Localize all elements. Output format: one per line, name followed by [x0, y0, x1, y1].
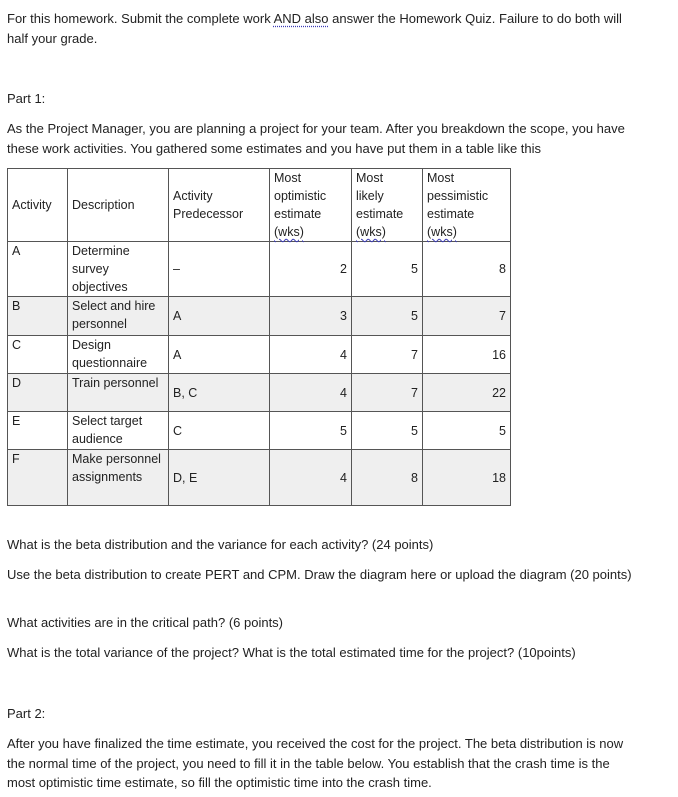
cell-predecessor: B, C [169, 374, 270, 412]
cell-activity: D [8, 374, 68, 412]
header-predecessor-line1: Activity [173, 189, 213, 203]
cell-activity: B [8, 297, 68, 336]
header-activity: Activity [8, 169, 68, 242]
cell-optimistic: 4 [270, 374, 352, 412]
table-row [8, 242, 511, 297]
cell-optimistic: 4 [270, 450, 352, 506]
cell-predecessor: C [169, 412, 270, 450]
estimates-table [7, 168, 511, 506]
cell-optimistic: 2 [270, 242, 352, 297]
header-predecessor [169, 169, 270, 242]
table-row [8, 374, 511, 412]
header-likely-unit: (wks) [356, 225, 386, 239]
cell-description: Select target audience [68, 412, 169, 450]
intro-paragraph [7, 9, 638, 48]
cell-activity: E [8, 412, 68, 450]
question-4: What is the total variance of the project? What is the total estimated time for the project? (10points) [7, 645, 576, 660]
cell-activity: A [8, 242, 68, 297]
cell-likely: 7 [352, 374, 423, 412]
intro-text-before: For this homework. Submit the complete work [7, 11, 274, 26]
header-optimistic-line2: optimistic [274, 189, 327, 203]
cell-likely: 5 [352, 412, 423, 450]
header-pessimistic-line2: pessimistic [427, 189, 489, 203]
header-likely-line2: likely [356, 189, 384, 203]
part1-paragraph: As the Project Manager, you are planning a project for your team. After you breakdown the scope, you have these work activities. You gathered some estimates and you have put them in a table like this [7, 121, 625, 156]
cell-pessimistic: 16 [423, 336, 511, 374]
cell-predecessor: A [169, 336, 270, 374]
table-row [8, 412, 511, 450]
cell-pessimistic: 18 [423, 450, 511, 506]
cell-description: Design questionnaire [68, 336, 169, 374]
table-header-row [8, 169, 511, 242]
cell-activity: F [8, 450, 68, 506]
header-optimistic-line3: estimate [274, 207, 322, 221]
cell-pessimistic: 5 [423, 412, 511, 450]
header-optimistic-line1: Most [274, 171, 302, 185]
header-likely [352, 169, 423, 242]
header-pessimistic-line1: Most [427, 171, 455, 185]
part2-paragraph: After you have finalized the time estimate, you received the cost for the project. The beta distribution is now the normal time of the project, you need to fill it in the table below. You establish that the crash time is the most optimistic time estimate, so fill the optimistic time into the crash time. [7, 736, 624, 790]
question-3: What activities are in the critical path? (6 points) [7, 615, 284, 630]
cell-predecessor: – [169, 242, 270, 297]
cell-likely: 5 [352, 242, 423, 297]
part2-heading: Part 2: [7, 706, 46, 721]
header-optimistic-unit: (wks) [274, 225, 304, 239]
intro-text-after: answer the Homework Quiz. Failure to do both will half your grade. [7, 11, 622, 46]
question-1: What is the beta distribution and the variance for each activity? (24 points) [7, 537, 434, 552]
cell-description: Select and hire personnel [68, 297, 169, 336]
cell-likely: 7 [352, 336, 423, 374]
cell-description: Determine survey objectives [68, 242, 169, 297]
header-likely-line1: Most [356, 171, 384, 185]
table-row [8, 297, 511, 336]
cell-likely: 5 [352, 297, 423, 336]
cell-predecessor: D, E [169, 450, 270, 506]
header-description: Description [68, 169, 169, 242]
header-pessimistic [423, 169, 511, 242]
part1-heading: Part 1: [7, 91, 46, 106]
header-pessimistic-line3: estimate [427, 207, 475, 221]
header-optimistic [270, 169, 352, 242]
cell-activity: C [8, 336, 68, 374]
cell-pessimistic: 7 [423, 297, 511, 336]
table-row [8, 336, 511, 374]
header-predecessor-line2: Predecessor [173, 207, 244, 221]
cell-pessimistic: 22 [423, 374, 511, 412]
question-2: Use the beta distribution to create PERT and CPM. Draw the diagram here or upload the diagram (20 points) [7, 567, 632, 582]
cell-description: Train personnel [68, 374, 169, 412]
cell-optimistic: 5 [270, 412, 352, 450]
cell-pessimistic: 8 [423, 242, 511, 297]
header-pessimistic-unit: (wks) [427, 225, 457, 239]
cell-description: Make personnel assignments [68, 450, 169, 506]
header-likely-line3: estimate [356, 207, 404, 221]
cell-predecessor: A [169, 297, 270, 336]
table-row [8, 450, 511, 506]
cell-optimistic: 3 [270, 297, 352, 336]
cell-optimistic: 4 [270, 336, 352, 374]
cell-likely: 8 [352, 450, 423, 506]
intro-and-also: AND also [273, 11, 329, 26]
